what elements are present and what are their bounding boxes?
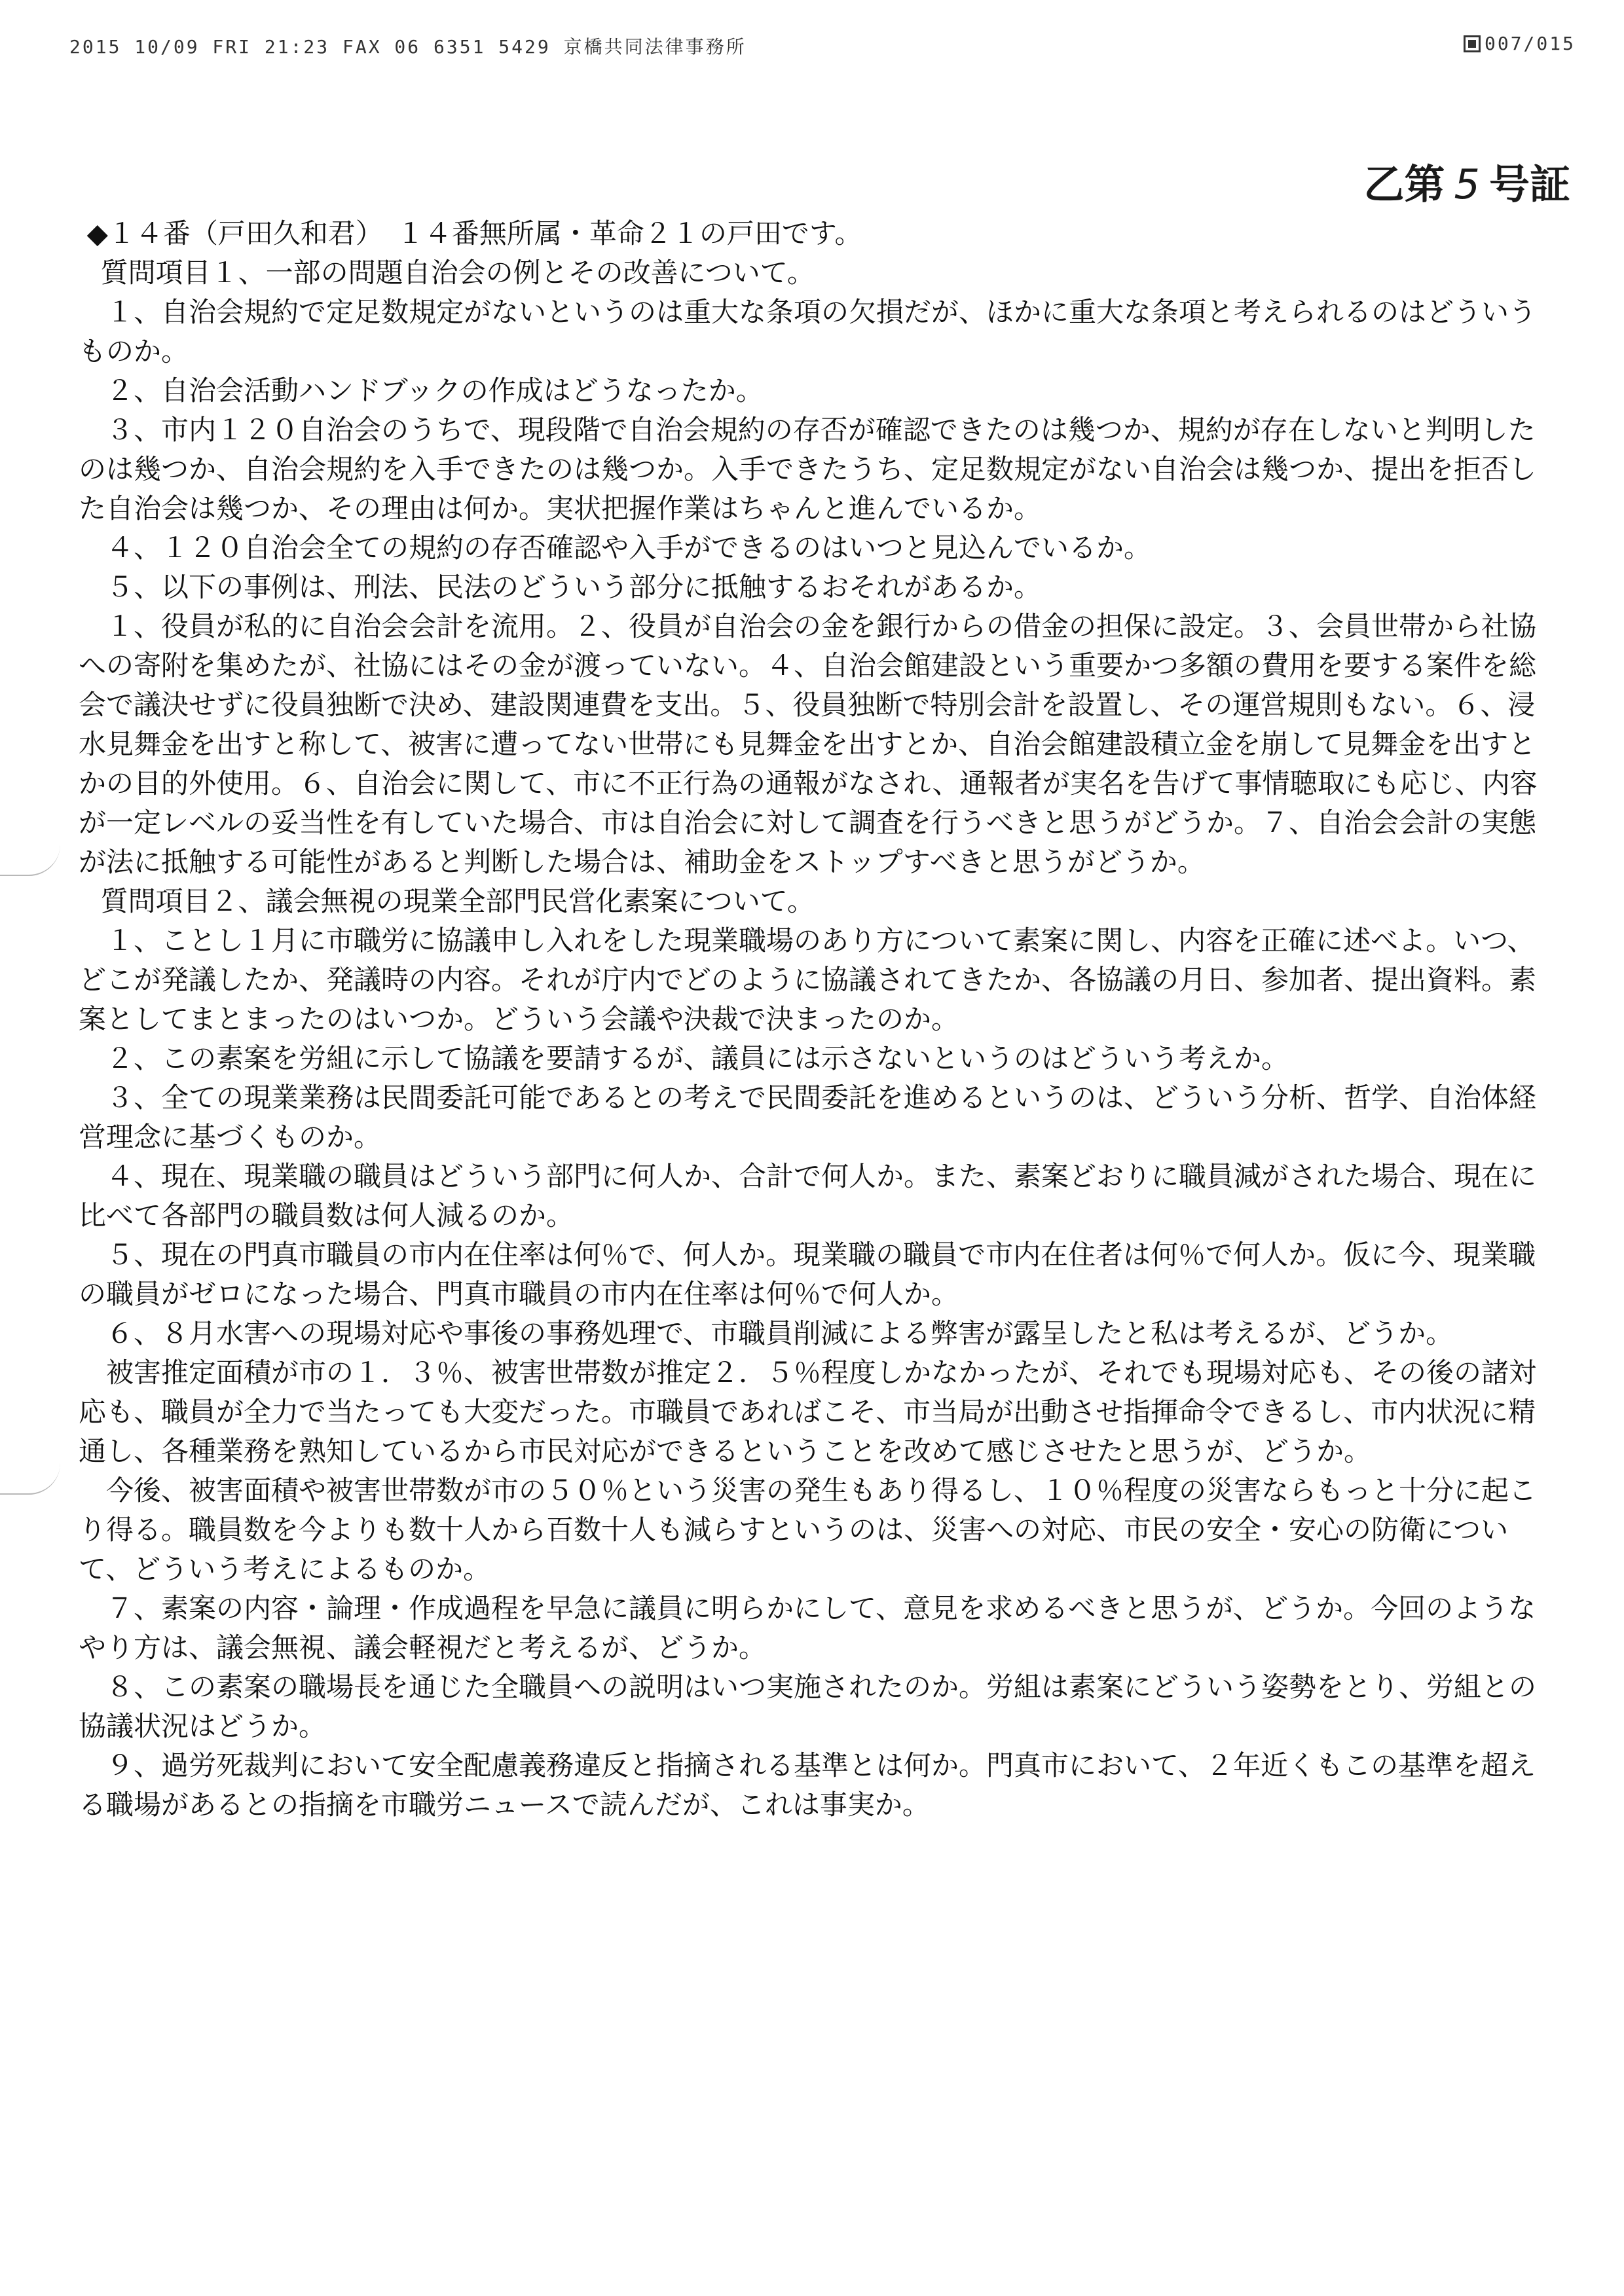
fax-header-left: 2015 10/09 FRI 21:23 FAX 06 6351 5429 京橋共同法律事務所 (69, 36, 747, 58)
question-paragraph: ２、この素案を労組に示して協議を要請するが、議員には示さないというのはどういう考えか。 (106, 1042, 1289, 1074)
question-paragraph: ２、自治会活動ハンドブックの作成はどうなったか。 (106, 374, 764, 407)
exhibit-number: 5 (1454, 160, 1480, 208)
question-paragraph: １、自治会規約で定足数規定がないというのは重大な条項の欠損だが、ほかに重大な条項と考えられるのはどういうものか。 (79, 296, 1537, 367)
question-paragraph: ３、市内１２０自治会のうちで、現段階で自治会規約の存否が確認できたのは幾つか、規約が存在しないと判明したのは幾つか、自治会規約を入手できたのは幾つか。入手できたうち、定足数規定がない自治会は幾つか、提出を拒否した自治会は幾つか、その理由は何か。実状把握作業はちゃんと進んでいるか。 (79, 414, 1537, 524)
fax-box-icon (1464, 35, 1481, 52)
paragraph-list (79, 253, 1545, 1825)
exhibit-label (1364, 152, 1570, 210)
question-paragraph: ７、素案の内容・論理・作成過程を早急に議員に明らかにして、意見を求めるべきと思うが、どうか。今回のようなやり方は、議会無視、議会軽視だと考えるが、どうか。 (79, 1592, 1536, 1664)
exhibit-suffix: 号証 (1488, 160, 1570, 208)
punch-hole-mark (0, 845, 60, 876)
question-paragraph: ６、８月水害への現場対応や事後の事務処理で、市職員削減による弊害が露呈したと私は考えるが、どうか。 (106, 1317, 1454, 1349)
fax-page-counter (1464, 33, 1576, 54)
question-paragraph: 今後、被害面積や被害世帯数が市の５０％という災害の発生もあり得るし、１０％程度の災害ならもっと十分に起こり得る。職員数を今よりも数十人から百数十人も減らすというのは、災害への対応、市民の安全・安心の防衛について、どういう考えによるものか。 (79, 1474, 1537, 1585)
question-paragraph: ４、現在、現業職の職員はどういう部門に何人か、合計で何人か。また、素案どおりに職員減がされた場合、現在に比べて各部門の職員数は何人減るのか。 (79, 1160, 1537, 1231)
question-paragraph: １、役員が私的に自治会会計を流用。２、役員が自治会の金を銀行からの借金の担保に設定。３、会員世帯から社協への寄附を集めたが、社協にはその金が渡っていない。４、自治会館建設という重要かつ多額の費用を要する案件を総会で議決せずに役員独断で決め、建設関連費を支出。５、役員独断で特別会計を設置し、その運営規則もない。６、浸水見舞金を出すと称して、被害に遭ってない世帯にも見舞金を出すとか、自治会館建設積立金を崩して見舞金を出すとかの目的外使用。６、自治会に関して、市に不正行為の通報がなされ、通報者が実名を告げて事情聴取にも応じ、内容が一定レベルの妥当性を有していた場合、市は自治会に対して調査を行うべきと思うがどうか。７、自治会会計の実態が法に抵触する可能性があると判断した場合は、補助金をストップすべきと思うがどうか。 (79, 610, 1538, 878)
question-paragraph: ３、全ての現業業務は民間委託可能であるとの考えで民間委託を進めるというのは、どういう分析、哲学、自治体経営理念に基づくものか。 (79, 1082, 1537, 1153)
question-paragraph: ５、以下の事例は、刑法、民法のどういう部分に抵触するおそれがあるか。 (106, 571, 1042, 603)
punch-hole-mark (0, 1463, 60, 1495)
question-paragraph: 被害推定面積が市の１．３％、被害世帯数が推定２．５％程度しかなかったが、それでも現場対応も、その後の諸対応も、職員が全力で当たっても大変だった。市職員であればこそ、市当局が出動させ指揮命令できるし、市内状況に精通し、各種業務を熟知しているから市民対応ができるということを改めて感じさせたと思うが、どうか。 (79, 1357, 1537, 1467)
speaker-line: ◆１４番（戸田久和君） １４番無所属・革命２１の戸田です。 (86, 217, 862, 249)
section-heading: 質問項目２、議会無視の現業全部門民営化素案について。 (100, 885, 815, 917)
fax-page-number: 007/015 (1484, 33, 1576, 54)
exhibit-prefix: 乙第 (1363, 160, 1445, 208)
question-paragraph: ９、過労死裁判において安全配慮義務違反と指摘される基準とは何か。門真市において、２年近くもこの基準を超える職場があるとの指摘を市職労ニュースで読んだが、これは事実か。 (79, 1749, 1536, 1821)
document-body (79, 214, 1545, 1825)
question-paragraph: １、ことし１月に市職労に協議申し入れをした現業職場のあり方について素案に関し、内容を正確に述べよ。いつ、どこが発議したか、発議時の内容。それが庁内でどのように協議されてきたか、各協議の月日、参加者、提出資料。素案としてまとまったのはいつか。どういう会議や決裁で決まったのか。 (79, 924, 1537, 1035)
question-paragraph: ８、この素案の職場長を通じた全職員への説明はいつ実施されたのか。労組は素案にどういう姿勢をとり、労組との協議状況はどうか。 (79, 1671, 1537, 1742)
section-heading: 質問項目１、一部の問題自治会の例とその改善について。 (100, 257, 815, 289)
question-paragraph: ４、１２０自治会全ての規約の存否確認や入手ができるのはいつと見込んでいるか。 (106, 532, 1152, 564)
fax-header (69, 33, 1576, 62)
question-paragraph: ５、現在の門真市職員の市内在住率は何％で、何人か。現業職の職員で市内在住者は何％で何人か。仮に今、現業職の職員がゼロになった場合、門真市職員の市内在住率は何％で何人か。 (79, 1239, 1536, 1310)
